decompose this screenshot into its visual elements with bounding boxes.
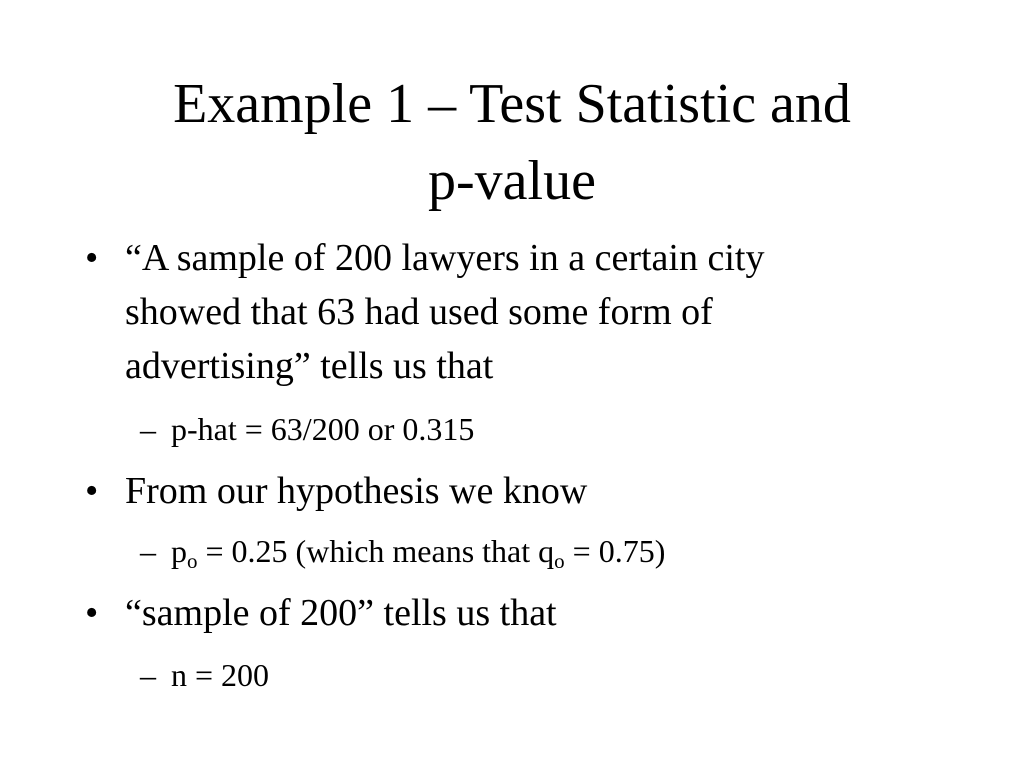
- bullet-marker: •: [85, 237, 99, 279]
- title-line-2: p-value: [428, 150, 596, 212]
- bullet-text-line: advertising” tells us that: [125, 345, 494, 387]
- p-subscript: o: [187, 548, 198, 573]
- q-symbol: q: [538, 533, 555, 569]
- bullet-text-line: From our hypothesis we know: [125, 470, 588, 512]
- bullet-text-line: showed that 63 had used some form of: [125, 291, 713, 333]
- dash-marker: –: [140, 657, 156, 693]
- sub-item-text: n = 200: [171, 657, 270, 693]
- sub-item-text: [171, 529, 665, 573]
- p-value-text: = 0.25 (which means that: [197, 533, 539, 569]
- dash-marker: –: [140, 411, 156, 447]
- p-symbol: p: [171, 533, 187, 569]
- bullet-text: [125, 586, 925, 640]
- q-value-text: = 0.75): [564, 533, 666, 569]
- bullet-marker: •: [85, 470, 99, 512]
- sub-item-text: p-hat = 63/200 or 0.315: [171, 411, 475, 447]
- bullet-text-line: “A sample of 200 lawyers in a certain city: [125, 237, 765, 279]
- title-line-1: Example 1 – Test Statistic and: [173, 73, 851, 135]
- q-subscript: o: [554, 548, 565, 573]
- dash-marker: –: [140, 533, 156, 569]
- bullet-marker: •: [85, 592, 99, 634]
- bullet-text: [125, 464, 925, 518]
- bullet-text: [125, 231, 925, 393]
- bullet-text-line: “sample of 200” tells us that: [125, 592, 557, 634]
